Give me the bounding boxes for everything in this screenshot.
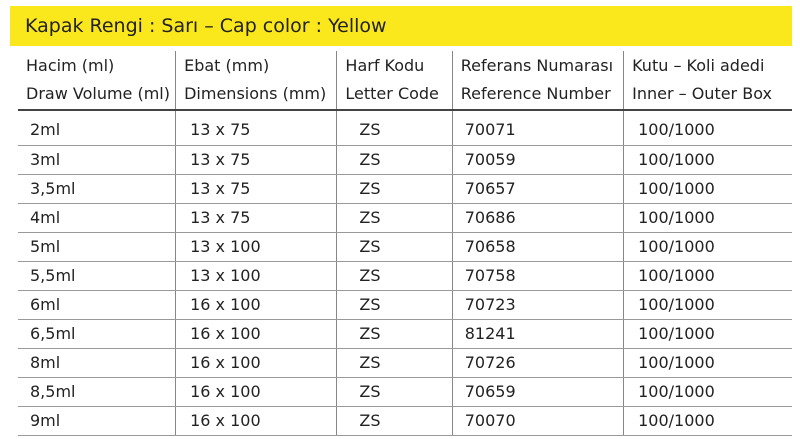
cell-box-quantity: 100/1000: [624, 146, 792, 175]
cell-letter-code: ZS: [337, 378, 452, 407]
cell-draw-volume: 6,5ml: [18, 320, 176, 349]
header-label-tr: Kutu – Koli adedi: [632, 56, 765, 75]
cell-dimensions: 16 x 100: [176, 320, 337, 349]
tube-spec-table: [18, 51, 792, 436]
cell-draw-volume: 5,5ml: [18, 262, 176, 291]
cap-color-title-bar: [10, 6, 792, 46]
cell-letter-code: ZS: [337, 349, 452, 378]
cell-draw-volume: 6ml: [18, 291, 176, 320]
cell-reference-number: 70758: [452, 262, 623, 291]
cell-box-quantity: 100/1000: [624, 291, 792, 320]
header-letter-code: [337, 51, 452, 110]
cell-reference-number: 70686: [452, 204, 623, 233]
cell-box-quantity: 100/1000: [624, 110, 792, 146]
table-row: [18, 407, 792, 436]
header-label-en: Reference Number: [460, 84, 611, 103]
cell-reference-number: 70071: [452, 110, 623, 146]
cell-letter-code: ZS: [337, 233, 452, 262]
cell-box-quantity: 100/1000: [624, 233, 792, 262]
cell-letter-code: ZS: [337, 110, 452, 146]
cell-letter-code: ZS: [337, 204, 452, 233]
cell-reference-number: 70059: [452, 146, 623, 175]
cell-reference-number: 70657: [452, 175, 623, 204]
cell-letter-code: ZS: [337, 407, 452, 436]
cell-box-quantity: 100/1000: [624, 262, 792, 291]
cell-reference-number: 70658: [452, 233, 623, 262]
cell-dimensions: 16 x 100: [176, 407, 337, 436]
table-row: [18, 233, 792, 262]
header-box-quantity: [624, 51, 792, 110]
table-row: [18, 291, 792, 320]
header-label-tr: Hacim (ml): [26, 56, 115, 75]
header-label-en: Draw Volume (ml): [26, 84, 170, 103]
header-reference-number: [452, 51, 623, 110]
cell-box-quantity: 100/1000: [624, 349, 792, 378]
cell-dimensions: 13 x 75: [176, 146, 337, 175]
cell-dimensions: 16 x 100: [176, 378, 337, 407]
cell-box-quantity: 100/1000: [624, 407, 792, 436]
cap-color-title: Kapak Rengi : Sarı – Cap color : Yellow: [25, 15, 387, 37]
cell-box-quantity: 100/1000: [624, 175, 792, 204]
cell-draw-volume: 3ml: [18, 146, 176, 175]
cell-dimensions: 13 x 100: [176, 233, 337, 262]
table-row: [18, 349, 792, 378]
table-row: [18, 378, 792, 407]
cell-draw-volume: 3,5ml: [18, 175, 176, 204]
table-header-row: [18, 51, 792, 110]
cell-draw-volume: 2ml: [18, 110, 176, 146]
cell-dimensions: 13 x 100: [176, 262, 337, 291]
cell-reference-number: 70659: [452, 378, 623, 407]
table-row: [18, 262, 792, 291]
table-row: [18, 175, 792, 204]
cell-letter-code: ZS: [337, 146, 452, 175]
tube-spec-table-wrapper: [18, 51, 792, 436]
header-label-tr: Ebat (mm): [184, 56, 270, 75]
cell-reference-number: 70723: [452, 291, 623, 320]
cell-dimensions: 16 x 100: [176, 291, 337, 320]
table-row: [18, 110, 792, 146]
cell-box-quantity: 100/1000: [624, 378, 792, 407]
cell-box-quantity: 100/1000: [624, 320, 792, 349]
cell-box-quantity: 100/1000: [624, 204, 792, 233]
cell-letter-code: ZS: [337, 262, 452, 291]
table-row: [18, 204, 792, 233]
cell-dimensions: 13 x 75: [176, 204, 337, 233]
header-draw-volume: [18, 51, 176, 110]
cell-draw-volume: 8,5ml: [18, 378, 176, 407]
cell-draw-volume: 4ml: [18, 204, 176, 233]
header-label-tr: Referans Numarası: [460, 56, 614, 75]
cell-dimensions: 16 x 100: [176, 349, 337, 378]
cell-letter-code: ZS: [337, 291, 452, 320]
cell-letter-code: ZS: [337, 320, 452, 349]
cell-draw-volume: 9ml: [18, 407, 176, 436]
cell-letter-code: ZS: [337, 175, 452, 204]
header-label-en: Letter Code: [345, 84, 439, 103]
cell-dimensions: 13 x 75: [176, 175, 337, 204]
cell-reference-number: 70070: [452, 407, 623, 436]
table-body: [18, 110, 792, 436]
table-row: [18, 146, 792, 175]
cell-draw-volume: 5ml: [18, 233, 176, 262]
table-row: [18, 320, 792, 349]
cell-dimensions: 13 x 75: [176, 110, 337, 146]
header-label-en: Inner – Outer Box: [632, 84, 772, 103]
cell-draw-volume: 8ml: [18, 349, 176, 378]
cell-reference-number: 81241: [452, 320, 623, 349]
header-dimensions: [176, 51, 337, 110]
cell-reference-number: 70726: [452, 349, 623, 378]
header-label-en: Dimensions (mm): [184, 84, 327, 103]
header-label-tr: Harf Kodu: [345, 56, 425, 75]
